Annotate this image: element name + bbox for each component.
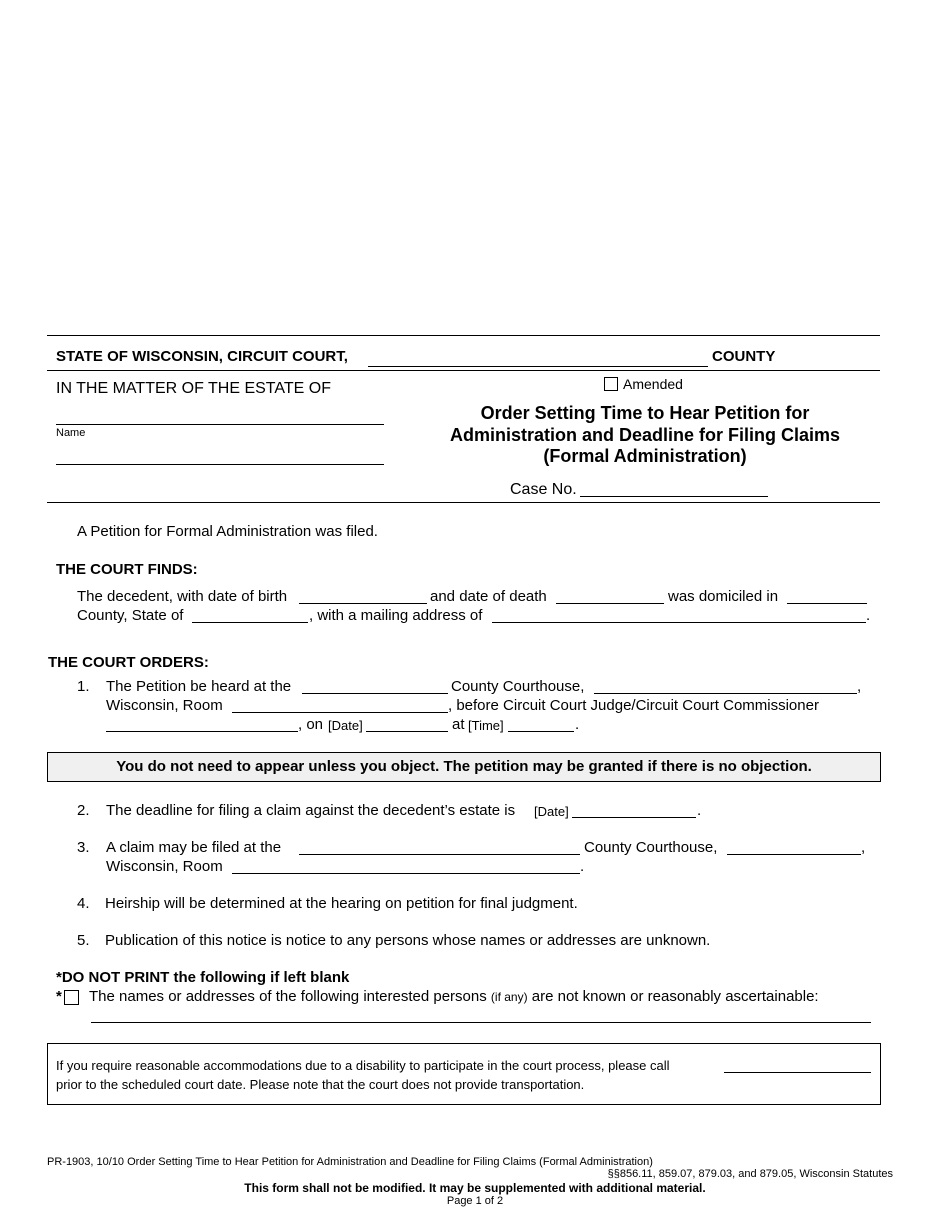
order-3-period: . <box>580 858 585 875</box>
unknown-persons-text-a: The names or addresses of the following interested persons <box>89 988 487 1005</box>
accommodation-line-1: If you require reasonable accommodations due to a disability to participate in the court process, please call <box>56 1058 670 1073</box>
case-no-field[interactable] <box>580 496 768 497</box>
claim-county-field[interactable] <box>299 854 580 855</box>
unknown-persons-text-b: are not known or reasonably ascertainable: <box>531 988 819 1005</box>
finds-state-text: County, State of <box>77 607 184 624</box>
amended-label: Amended <box>623 376 683 392</box>
order-1-at-text: at <box>452 716 465 733</box>
petition-filed-text: A Petition for Formal Administration was filed. <box>77 523 378 540</box>
order-1-judge-text: , before Circuit Court Judge/Circuit Court Commissioner <box>448 697 819 714</box>
finds-address-text: , with a mailing address of <box>309 607 483 624</box>
order-1-number: 1. <box>77 678 90 695</box>
date-of-birth-field[interactable] <box>299 603 427 604</box>
court-line: STATE OF WISCONSIN, CIRCUIT COURT, <box>56 348 348 365</box>
order-4-text: Heirship will be determined at the hearing on petition for final judgment. <box>105 895 578 912</box>
unknown-persons-checkbox[interactable] <box>64 990 79 1005</box>
county-name-field[interactable] <box>368 366 708 367</box>
order-1-courthouse-text: County Courthouse, <box>451 678 585 695</box>
unknown-persons-text <box>89 988 819 1006</box>
hearing-room-field[interactable] <box>232 712 448 713</box>
accommodation-phone-field[interactable] <box>724 1072 871 1073</box>
case-no-label: Case No. <box>510 481 577 498</box>
hearing-county-field[interactable] <box>302 693 448 694</box>
no-appearance-notice: You do not need to appear unless you object. The petition may be granted if there is no objection. <box>47 752 881 782</box>
order-2-period: . <box>697 802 702 819</box>
finds-domiciled-text: was domiciled in <box>668 588 779 605</box>
page-number: Page 1 of 2 <box>446 1195 504 1207</box>
court-finds-heading: THE COURT FINDS: <box>56 561 198 578</box>
order-3-room-text: Wisconsin, Room <box>106 858 223 875</box>
order-1-heard-text: The Petition be heard at the <box>106 678 292 695</box>
order-1-comma: , <box>857 678 862 695</box>
claim-room-field[interactable] <box>232 873 580 874</box>
domicile-county-field[interactable] <box>787 603 867 604</box>
order-5-number: 5. <box>77 932 90 949</box>
order-4-number: 4. <box>77 895 90 912</box>
caption-rule <box>47 502 880 503</box>
order-3-courthouse-text: County Courthouse, <box>584 839 718 856</box>
order-3-number: 3. <box>77 839 90 856</box>
title-line-1: Order Setting Time to Hear Petition for <box>480 403 810 423</box>
amended-checkbox[interactable] <box>604 377 618 391</box>
order-1-date-hint: [Date] <box>328 718 363 733</box>
accommodation-box <box>47 1043 881 1105</box>
order-3-comma: , <box>861 839 866 856</box>
claim-city-field[interactable] <box>727 854 861 855</box>
asterisk-mark: * <box>56 988 62 1005</box>
accommodation-line-2: prior to the scheduled court date. Please note that the court does not provide transportation. <box>56 1077 585 1092</box>
order-1-period: . <box>575 716 580 733</box>
hearing-time-field[interactable] <box>508 731 574 732</box>
order-3-text: A claim may be filed at the <box>106 839 282 856</box>
state-field[interactable] <box>192 622 308 623</box>
order-2-text: The deadline for filing a claim against the decedent’s estate is <box>106 802 516 819</box>
unknown-persons-field[interactable] <box>91 1022 871 1023</box>
order-2-number: 2. <box>77 802 90 819</box>
do-not-print-heading: *DO NOT PRINT the following if left blank <box>56 969 350 986</box>
county-label: COUNTY <box>712 348 776 365</box>
decedent-name-field[interactable] <box>56 424 384 425</box>
hearing-city-field[interactable] <box>594 693 857 694</box>
claim-deadline-field[interactable] <box>572 817 696 818</box>
header-rule <box>47 370 880 371</box>
finds-birth-text: The decedent, with date of birth <box>77 588 288 605</box>
date-of-death-field[interactable] <box>556 603 664 604</box>
court-orders-heading: THE COURT ORDERS: <box>48 654 209 671</box>
modification-warning: This form shall not be modified. It may be supplemented with additional material. <box>244 1181 706 1195</box>
title-line-3: (Formal Administration) <box>543 446 747 466</box>
if-any-hint: (if any) <box>490 990 528 1004</box>
order-5-text: Publication of this notice is notice to any persons whose names or addresses are unknown. <box>105 932 711 949</box>
name-label: Name <box>56 427 86 439</box>
mailing-address-field[interactable] <box>492 622 866 623</box>
title-line-2: Administration and Deadline for Filing Claims <box>449 424 841 445</box>
decedent-name-field-2[interactable] <box>56 464 384 465</box>
form-id: PR-1903, 10/10 Order Setting Time to Hear Petition for Administration and Deadline for Filing Claims (Formal Administration) <box>47 1156 653 1168</box>
finds-death-text: and date of death <box>430 588 547 605</box>
order-1-room-text: Wisconsin, Room <box>106 697 223 714</box>
hearing-date-field[interactable] <box>366 731 448 732</box>
finds-period: . <box>866 607 871 624</box>
statutes: §§856.11, 859.07, 879.03, and 879.05, Wisconsin Statutes <box>607 1168 893 1180</box>
order-1-on-text: , on <box>298 716 324 733</box>
order-2-date-hint: [Date] <box>534 804 569 819</box>
estate-matter-label: IN THE MATTER OF THE ESTATE OF <box>56 380 331 397</box>
order-1-time-hint: [Time] <box>468 718 504 733</box>
hearing-officer-field[interactable] <box>106 731 298 732</box>
top-rule <box>47 335 880 336</box>
